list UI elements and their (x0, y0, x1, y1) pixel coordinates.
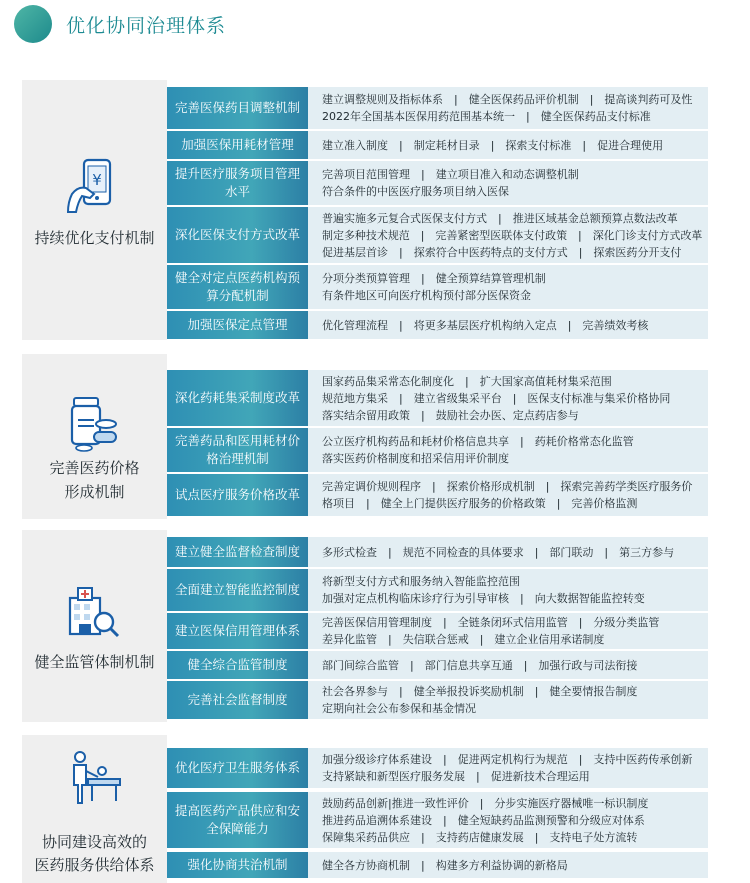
subitem-detail (308, 428, 708, 472)
subitem-label: 建立医保信用管理体系 (167, 613, 308, 649)
detail-line: 规范地方集采 | 建立省级集采平台 | 医保支付标准与集采价格协同 (322, 391, 671, 405)
subitem-row (167, 161, 708, 207)
subitem-detail (308, 207, 708, 263)
section-title: 医药服务供给体系 (34, 856, 155, 874)
detail-line: 社会各界参与 | 健全举报投诉奖励机制 | 健全要情报告制度 (322, 685, 638, 698)
detail-line: 2022年全国基本医保用药范围基本统一 | 健全医保药品支付标准 (322, 110, 651, 123)
subitem-detail (308, 131, 708, 159)
detail-line: 加强分级诊疗体系建设 | 促进两定机构行为规范 | 支持中医药传承创新 (322, 753, 693, 766)
section-title: 健全监管体制机制 (34, 653, 155, 671)
subitem-detail (308, 569, 708, 611)
subitem-row (167, 265, 708, 311)
svg-text:¥: ¥ (92, 171, 102, 189)
detail-line: 差异化监管 | 失信联合惩戒 | 建立企业信用承诺制度 (322, 633, 605, 646)
detail-line: 部门间综合监管 | 部门信息共享互通 | 加强行政与司法衔接 (322, 658, 638, 672)
subitem-label: 健全综合监管制度 (167, 651, 308, 679)
detail-line: 有条件地区可向医疗机构预付部分医保资金 (322, 289, 531, 302)
hospital-inspection-icon (64, 582, 124, 642)
detail-line: 完善项目范围管理 | 建立项目准入和动态调整机制 (322, 168, 579, 181)
detail-line: 优化管理流程 | 将更多基层医疗机构纳入定点 | 完善绩效考核 (322, 318, 649, 332)
subitem-detail (308, 161, 708, 205)
subitem-detail (308, 474, 708, 516)
subitem-label: 深化药耗集采制度改革 (167, 370, 308, 426)
detail-line: 多形式检查 | 规范不同检查的具体要求 | 部门联动 | 第三方参与 (322, 545, 675, 559)
section-supply (22, 735, 167, 883)
section-payment (22, 80, 167, 340)
subitem-detail (308, 852, 708, 878)
subitem-label: 强化协商共治机制 (167, 852, 308, 878)
subitem-detail (308, 792, 708, 848)
section-supervision (22, 530, 167, 722)
subitem-label: 完善社会监督制度 (167, 681, 308, 719)
subitem-label: 完善医保药目调整机制 (167, 87, 308, 129)
mobile-payment-icon (64, 156, 124, 216)
subitem-row (167, 370, 708, 428)
detail-line: 分项分类预算管理 | 健全预算结算管理机制 (322, 272, 546, 285)
detail-line: 将新型支付方式和服务纳入智能监控范围 (322, 575, 520, 588)
subitem-row (167, 748, 708, 790)
subitem-detail (308, 311, 708, 339)
section-title: 持续优化支付机制 (34, 229, 155, 247)
subitem-detail (308, 651, 708, 679)
detail-line: 完善医保信用管理制度 | 全链条闭环式信用监管 | 分级分类监管 (322, 616, 660, 629)
subitem-detail (308, 265, 708, 309)
detail-line: 完善定调价规则程序 | 探索价格形成机制 | 探索完善药学类医疗服务价 (322, 480, 693, 493)
subitem-row (167, 681, 708, 721)
subitem-label: 健全对定点医药机构预算分配机制 (167, 265, 308, 309)
detail-line: 公立医疗机构药品和耗材价格信息共享 | 药耗价格常态化监管 (322, 435, 634, 448)
detail-line: 制定多种技术规范 | 完善紧密型医联体支付政策 | 深化门诊支付方式改革 (322, 228, 703, 242)
detail-line: 加强对定点机构临床诊疗行为引导审核 | 向大数据智能监控转变 (322, 592, 645, 605)
detail-line: 格项目 | 健全上门提供医疗服务的价格政策 | 完善价格监测 (322, 497, 638, 510)
subitem-row (167, 207, 708, 265)
doctor-patient-icon (64, 749, 124, 809)
subitem-detail (308, 681, 708, 719)
subitem-label: 试点医疗服务价格改革 (167, 474, 308, 516)
detail-line: 符合条件的中医医疗服务项目纳入医保 (322, 185, 509, 198)
subitem-label: 提高医药产品供应和安全保障能力 (167, 792, 308, 848)
subitem-label: 加强医保用耗材管理 (167, 131, 308, 159)
section-title: 完善医药价格 (49, 459, 140, 477)
subitem-row (167, 537, 708, 569)
section-title: 协同建设高效的 (41, 833, 147, 851)
subitem-label: 完善药品和医用耗材价格治理机制 (167, 428, 308, 472)
subitem-row (167, 428, 708, 474)
subitem-detail (308, 87, 708, 129)
subitem-label: 提升医疗服务项目管理水平 (167, 161, 308, 205)
subitem-row (167, 792, 708, 850)
subitem-detail (308, 613, 708, 649)
subitem-detail (308, 537, 708, 567)
subitem-label: 加强医保定点管理 (167, 311, 308, 339)
detail-line: 落实结余留用政策 | 鼓励社会办医、定点药店参与 (322, 408, 579, 422)
subitem-row (167, 87, 708, 131)
detail-line: 保障集采药品供应 | 支持药店健康发展 | 支持电子处方流转 (322, 830, 638, 844)
medicine-bottle-icon (64, 394, 124, 454)
section-pricing (22, 354, 167, 519)
detail-line: 建立调整规则及指标体系 | 健全医保药品评价机制 | 提高谈判药可及性 (322, 93, 693, 106)
subitem-label: 深化医保支付方式改革 (167, 207, 308, 263)
subitem-label: 建立健全监督检查制度 (167, 537, 308, 567)
subitem-label: 优化医疗卫生服务体系 (167, 748, 308, 788)
detail-line: 落实医药价格制度和招采信用评价制度 (322, 452, 509, 465)
detail-line: 定期向社会公布参保和基金情况 (322, 702, 476, 715)
subitem-label: 全面建立智能监控制度 (167, 569, 308, 611)
detail-line: 鼓励药品创新|推进一致性评价 | 分步实施医疗器械唯一标识制度 (322, 796, 649, 810)
detail-line: 支持紧缺和新型医疗服务发展 | 促进新技术合理运用 (322, 770, 590, 783)
detail-line: 建立准入制度 | 制定耗材目录 | 探索支付标准 | 促进合理使用 (322, 138, 664, 152)
subitem-row (167, 613, 708, 651)
detail-line: 国家药品集采常态化制度化 | 扩大国家高值耗材集采范围 (322, 374, 612, 388)
detail-line: 健全各方协商机制 | 构建多方利益协调的新格局 (322, 858, 568, 872)
subitem-row (167, 569, 708, 613)
subitem-row (167, 311, 708, 341)
subitem-row (167, 651, 708, 681)
header-circle-icon (14, 5, 52, 43)
section-title: 形成机制 (64, 483, 125, 501)
detail-line: 推进药品追溯体系建设 | 健全短缺药品监测预警和分级应对体系 (322, 813, 645, 827)
detail-line: 普遍实施多元复合式医保支付方式 | 推进区域基金总额预算点数法改革 (322, 211, 678, 225)
subitem-row (167, 131, 708, 161)
detail-line: 促进基层首诊 | 探索符合中医药特点的支付方式 | 探索医药分开支付 (322, 245, 682, 259)
subitem-row (167, 474, 708, 518)
page-title: 优化协同治理体系 (66, 15, 227, 37)
header (0, 0, 750, 50)
subitem-row (167, 852, 708, 880)
subitem-detail (308, 748, 708, 788)
subitem-detail (308, 370, 708, 426)
